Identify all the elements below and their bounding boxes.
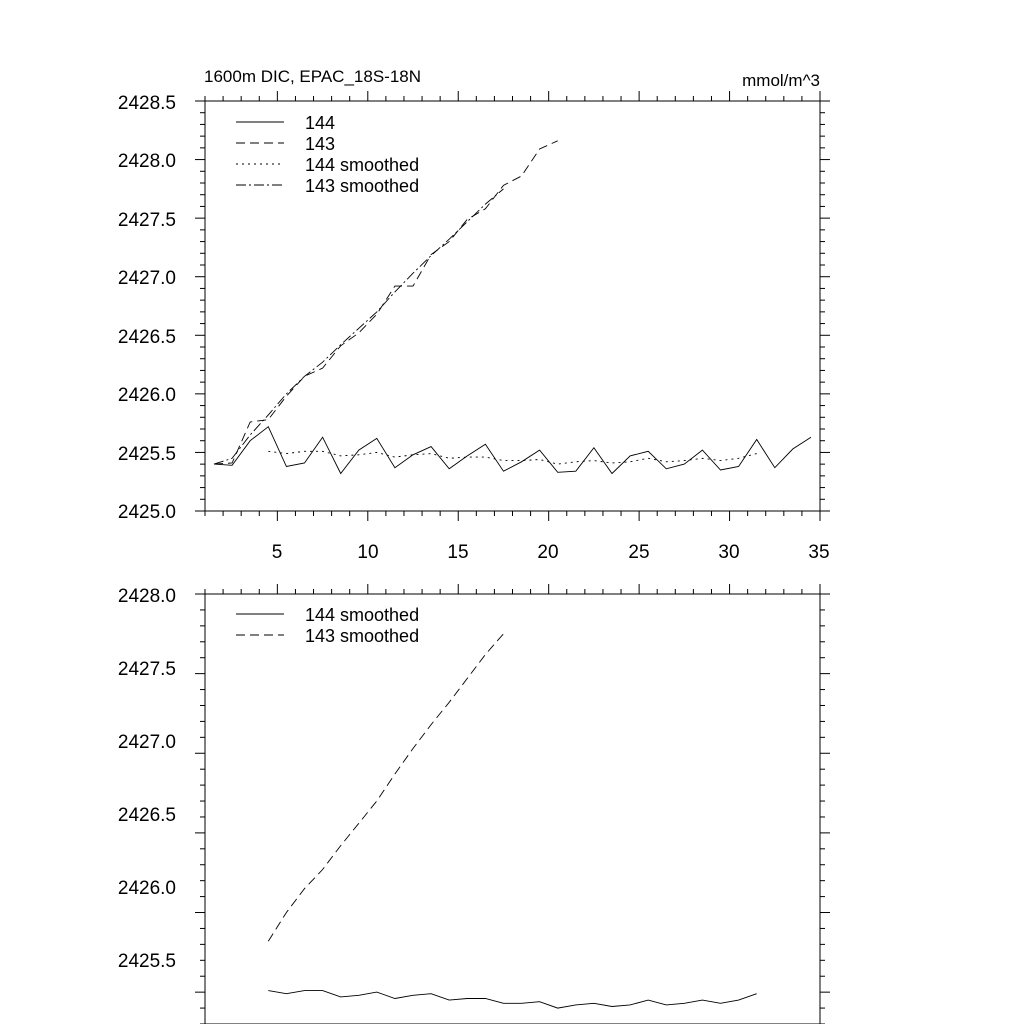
bottom-minor-ticks bbox=[200, 589, 825, 1024]
top-panel bbox=[118, 67, 830, 563]
y-tick-label: 2428.0 bbox=[117, 151, 176, 172]
top-series-lines bbox=[214, 141, 811, 474]
legend-label-144-smoothed: 144 smoothed bbox=[305, 605, 420, 625]
y-tick-label: 2427.0 bbox=[117, 732, 176, 753]
y-tick-label: 2426.5 bbox=[117, 805, 176, 826]
units-label: mmol/m^3 bbox=[742, 71, 820, 90]
series-line-143-smoothed bbox=[268, 634, 503, 941]
y-tick-label: 2425.5 bbox=[117, 444, 176, 465]
x-tick-label: 25 bbox=[628, 542, 650, 563]
y-tick-label: 2428.0 bbox=[117, 586, 176, 607]
legend-label-144-smoothed: 144 smoothed bbox=[305, 155, 420, 175]
top-plot-frame bbox=[205, 101, 820, 511]
legend-label-144: 144 bbox=[305, 113, 336, 133]
bottom-series-lines bbox=[268, 634, 756, 1008]
legend-label-143-smoothed: 143 smoothed bbox=[305, 176, 420, 196]
bottom-major-ticks bbox=[195, 584, 830, 1024]
x-tick-label: 30 bbox=[718, 542, 740, 563]
x-tick-label: 35 bbox=[808, 542, 830, 563]
top-legend bbox=[236, 113, 419, 196]
chart-title: 1600m DIC, EPAC_18S-18N bbox=[204, 67, 422, 86]
x-tick-label: 20 bbox=[537, 542, 559, 563]
y-tick-label: 2426.0 bbox=[117, 385, 176, 406]
series-line-144 bbox=[214, 427, 811, 474]
y-tick-label: 2425.0 bbox=[117, 502, 176, 523]
y-tick-label: 2427.5 bbox=[117, 659, 176, 680]
bottom-y-tick-labels bbox=[118, 586, 176, 972]
bottom-legend bbox=[236, 605, 419, 646]
y-tick-label: 2427.5 bbox=[117, 210, 176, 231]
legend-label-143-smoothed: 143 smoothed bbox=[305, 626, 420, 646]
top-major-ticks bbox=[195, 91, 830, 521]
series-line-143-smoothed bbox=[214, 189, 504, 464]
y-tick-label: 2426.5 bbox=[117, 327, 176, 348]
series-line-144-smoothed bbox=[268, 991, 756, 1009]
x-tick-label: 15 bbox=[447, 542, 469, 563]
y-tick-label: 2425.5 bbox=[117, 951, 176, 972]
bottom-panel bbox=[118, 584, 830, 1024]
y-tick-label: 2426.0 bbox=[117, 878, 176, 899]
y-tick-label: 2428.5 bbox=[117, 93, 176, 114]
top-x-tick-labels bbox=[272, 542, 830, 563]
top-y-tick-labels bbox=[118, 93, 176, 523]
x-tick-label: 5 bbox=[271, 542, 283, 563]
legend-label-143: 143 bbox=[305, 134, 336, 154]
series-line-144-smoothed bbox=[268, 451, 756, 464]
x-tick-label: 10 bbox=[357, 542, 379, 563]
y-tick-label: 2427.0 bbox=[117, 268, 176, 289]
bottom-plot-frame bbox=[205, 594, 820, 1024]
